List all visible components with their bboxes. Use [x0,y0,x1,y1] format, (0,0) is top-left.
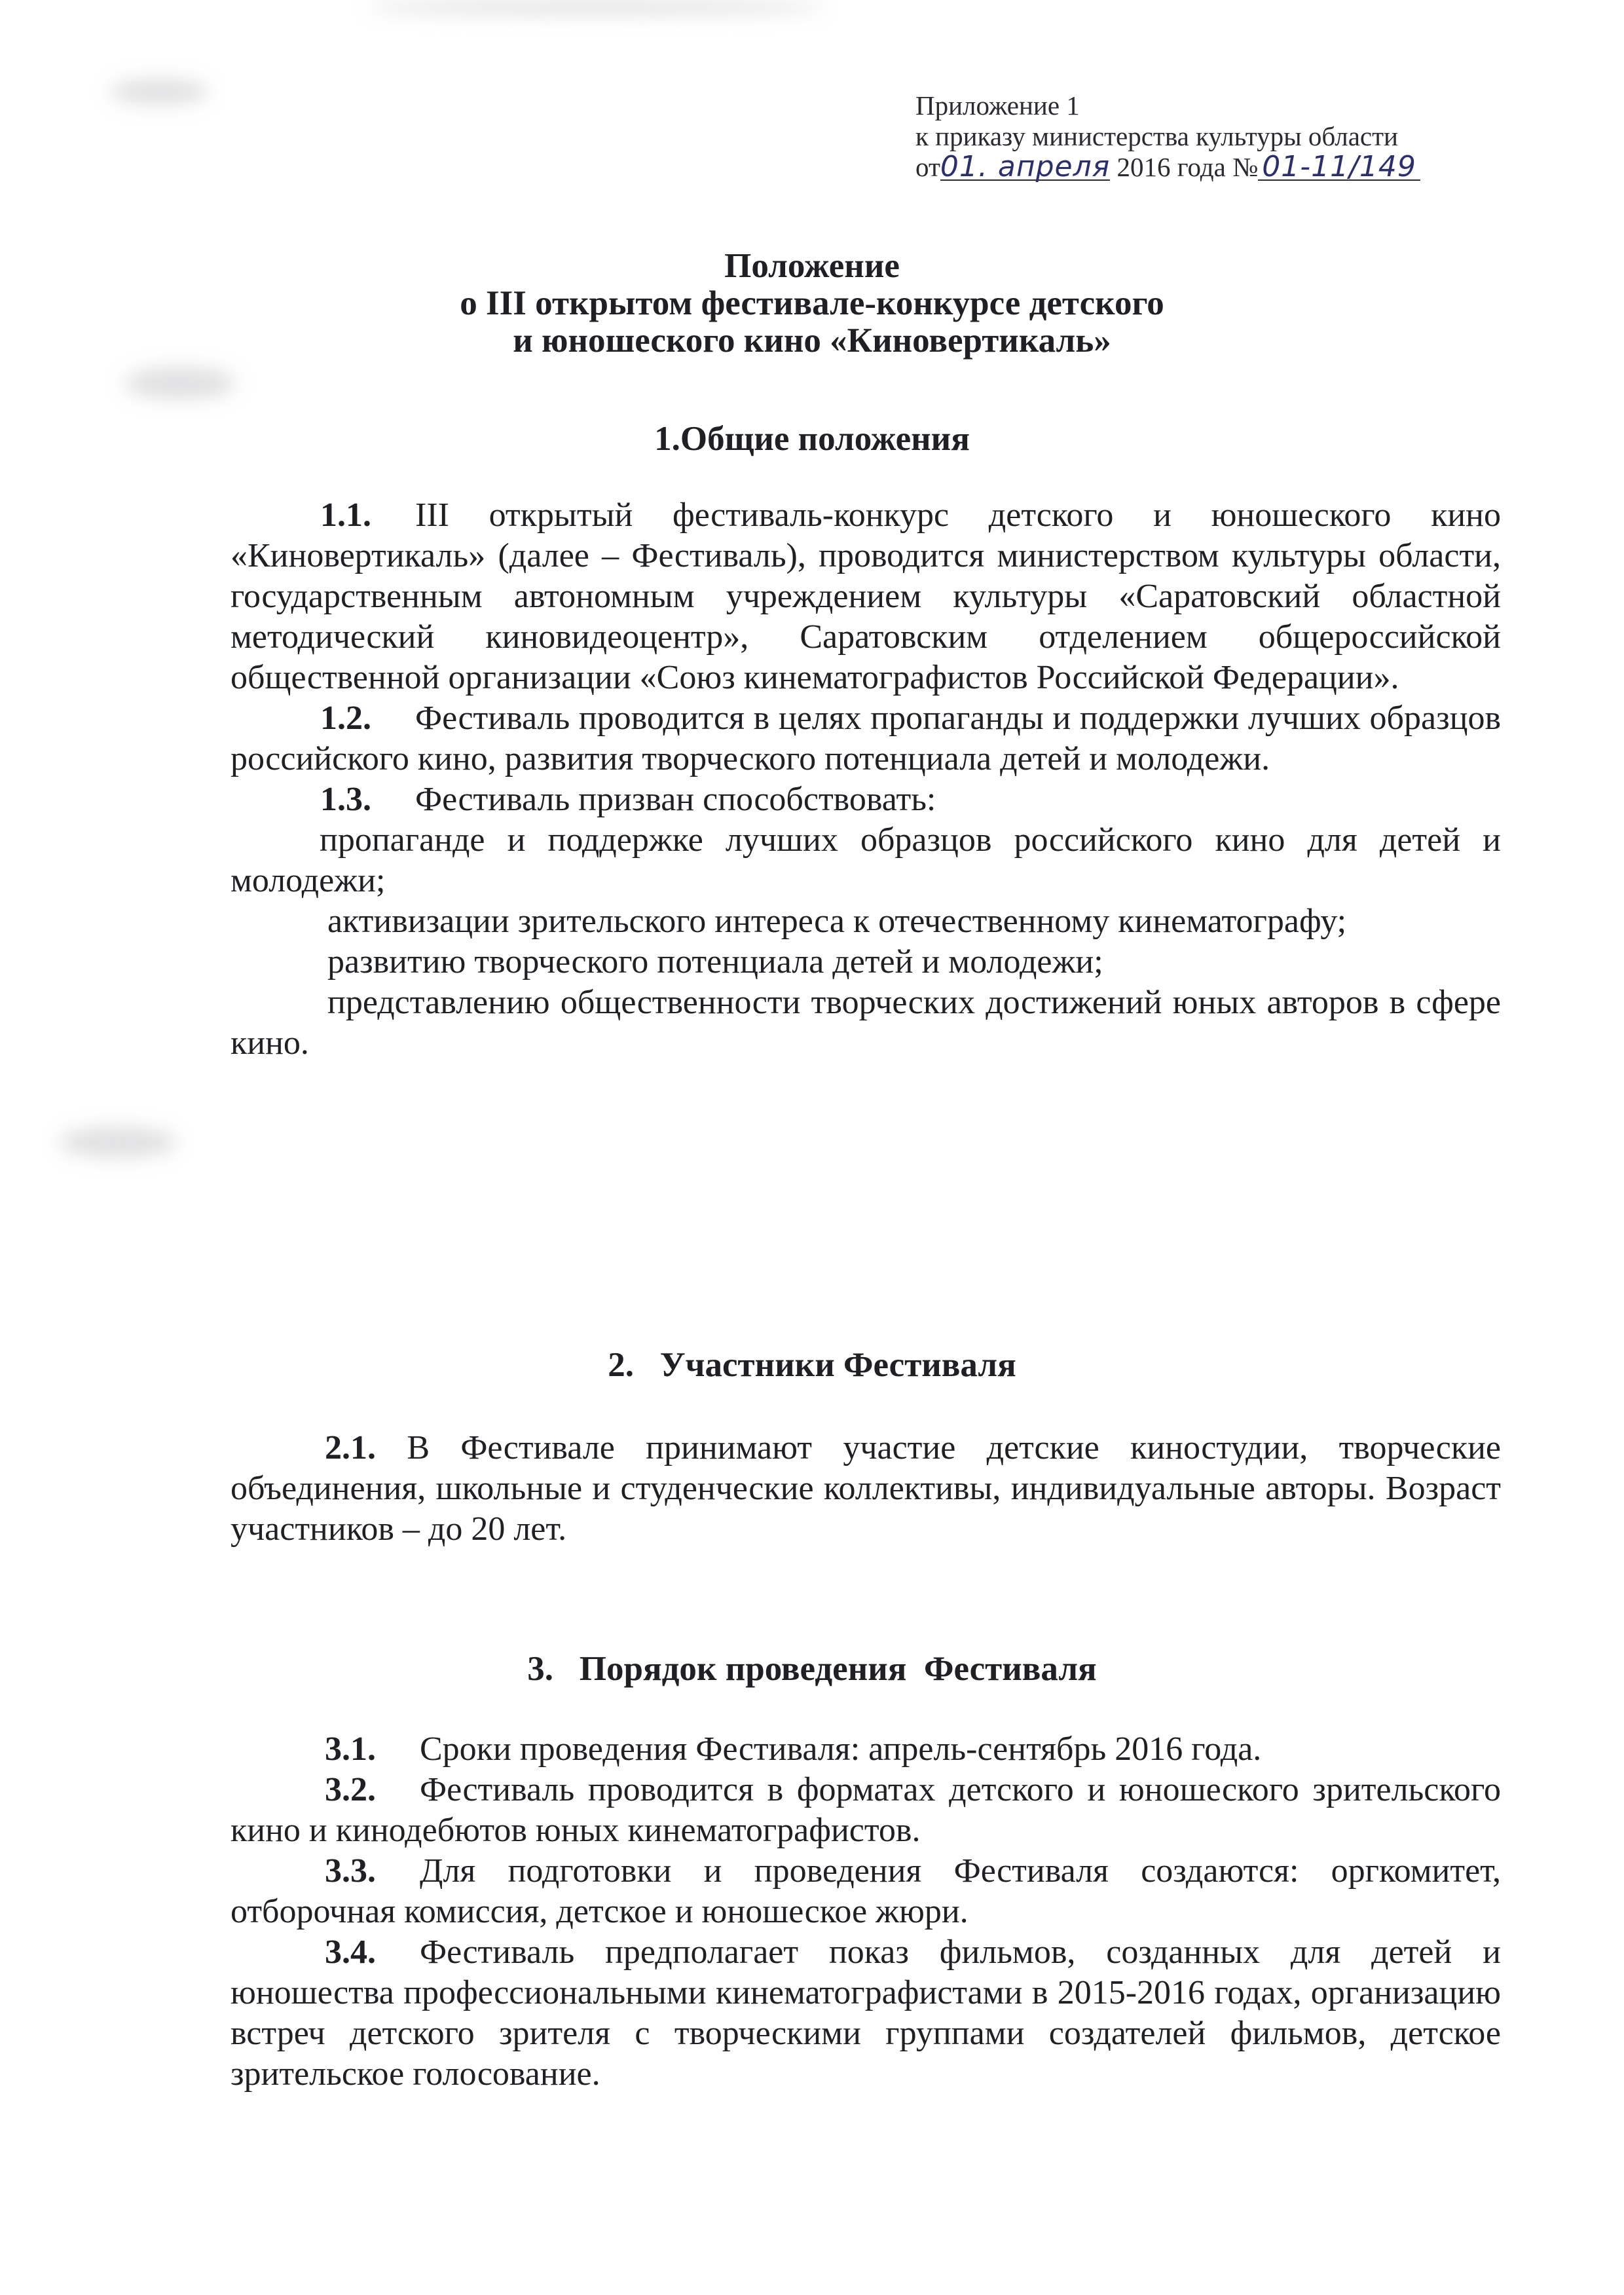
paragraph-1-2 [231,698,1501,779]
document-title [196,248,1428,360]
appendix-line1: Приложение 1 [915,90,1080,121]
list-item: представлению общественности творческих достижений юных авторов в сфере кино. [231,984,1501,1062]
title-line3: и юношеского кино «Киновертикаль» [513,322,1111,360]
number-sign: № [1232,152,1259,182]
section-3-body [231,1729,1501,2095]
item-number: 3.1. [325,1730,376,1768]
item-number: 2.1. [325,1429,376,1466]
item-number: 3.2. [325,1771,376,1808]
paragraph-3-2 [231,1770,1501,1851]
section-1-body [231,495,1501,1064]
item-number: 1.2. [320,700,371,737]
handwritten-order-number: 01-11/149 [1258,155,1420,181]
item-text: Фестиваль призван способствовать: [415,781,936,818]
list-item: пропаганде и поддержке лучших образцов российского кино для детей и молодежи; [231,821,1501,899]
item-text: Фестиваль проводится в целях пропаганды и поддержки лучших образцов российского кино, развития творческого потенциала детей и молодежи. [231,700,1501,777]
item-text: Для подготовки и проведения Фестиваля создаются: оргкомитет, отборочная комиссия, детское и юношеское жюри. [231,1852,1501,1930]
item-text: Фестиваль проводится в форматах детского и юношеского зрительского кино и кинодебютов юных кинематографистов. [231,1771,1501,1849]
item-text: Фестиваль предполагает показ фильмов, созданных для детей и юношества профессиональными кинематографистами в 2015-2016 годах, организацию встреч детского зрителя с творческими группами создателей фильмов, детское зрительское голосование. [231,1933,1501,2093]
appendix-prefix: от [915,152,940,182]
scan-smudge [110,79,208,105]
appendix-note [915,90,1505,183]
appendix-line3 [915,152,1505,183]
scan-smudge [124,367,236,400]
section-1-heading: 1.Общие положения [654,420,970,458]
item-text: Сроки проведения Фестиваля: апрель-сентябрь 2016 года. [420,1730,1262,1768]
section-3-heading: 3. Порядок проведения Фестиваля [527,1650,1097,1688]
item-number: 3.4. [325,1933,376,1971]
paragraph-3-3 [231,1851,1501,1932]
title-line2: о III открытом фестивале-конкурсе детского [460,284,1164,322]
appendix-line2: к приказу министерства культуры области [915,121,1398,151]
section-2-heading: 2. Участники Фестиваля [608,1346,1016,1384]
list-item: развитию творческого потенциала детей и молодежи; [327,943,1103,980]
paragraph-3-1 [231,1729,1501,1770]
paragraph-1-1 [231,495,1501,698]
paragraph-1-3 [231,779,1501,820]
title-line1: Положение [724,247,900,285]
section-2-body [231,1428,1501,1550]
scan-smudge [59,1127,177,1158]
scan-smudge [367,0,825,14]
item-number: 1.3. [320,781,371,818]
item-number: 3.3. [325,1852,376,1890]
item-text: В Фестивале принимают участие детские киностудии, творческие объединения, школьные и студенческие коллективы, индивидуальные авторы. Возраст участников – до 20 лет. [231,1429,1501,1548]
item-number: 1.1. [320,496,371,534]
paragraph-2-1 [231,1428,1501,1550]
paragraph-3-4 [231,1932,1501,2095]
appendix-year: 2016 года [1116,152,1226,182]
list-item: активизации зрительского интереса к отечественному кинематографу; [327,903,1347,940]
handwritten-date: 01. апреля [940,150,1111,183]
item-text: III открытый фестиваль-конкурс детского и юношеского кино «Киновертикаль» (далее – Фестиваль), проводится министерством культуры области, государственным автономным учреждением культуры «Саратовский областной методический киновидеоцентр», Саратовским отделением общероссийской общественной организации «Союз кинематографистов Российской Федерации». [231,496,1501,696]
